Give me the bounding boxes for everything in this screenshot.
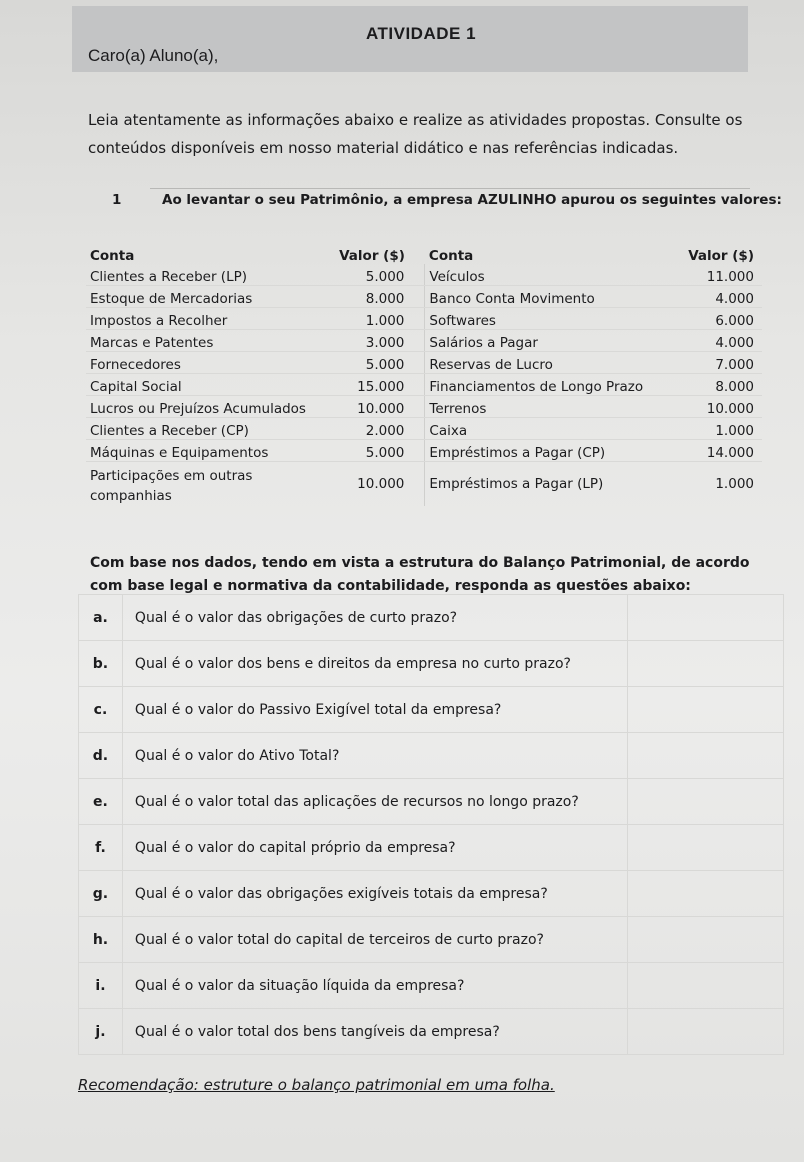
table-row [86, 462, 762, 507]
question-number: 1 [112, 192, 122, 208]
instructions: Com base nos dados, tendo em vista a estrutura do Balanço Patrimonial, de acordo com base legal e normativa da contabilidade, responda as questões abaixo: [90, 555, 750, 594]
account-value: 1.000 [675, 418, 762, 440]
account-name: Banco Conta Movimento [425, 286, 675, 308]
account-name: Financiamentos de Longo Prazo [425, 374, 675, 396]
question-row [79, 963, 784, 1009]
question-row [79, 595, 784, 641]
account-value: 2.000 [324, 418, 425, 440]
question-row [79, 871, 784, 917]
account-value: 15.000 [324, 374, 425, 396]
question-row [79, 779, 784, 825]
page-title: ATIVIDADE 1 [366, 24, 477, 43]
question-text: Qual é o valor total das aplicações de recursos no longo prazo? [122, 779, 627, 825]
question-letter: c. [79, 687, 123, 733]
account-value: 4.000 [675, 286, 762, 308]
account-value: 10.000 [324, 396, 425, 418]
intro-paragraph: Leia atentamente as informações abaixo e realize as atividades propostas. Consulte os conteúdos disponíveis em nosso material didático e nas referências indicadas. [88, 111, 743, 157]
header-value: Valor ($) [339, 248, 405, 264]
question-text: Qual é o valor das obrigações exigíveis totais da empresa? [122, 871, 627, 917]
question-row [79, 687, 784, 733]
account-name: Marcas e Patentes [86, 330, 324, 352]
answer-cell [627, 733, 783, 779]
account-name: Salários a Pagar [425, 330, 675, 352]
question-text: Qual é o valor do Passivo Exigível total da empresa? [122, 687, 627, 733]
question-letter: a. [79, 595, 123, 641]
account-value: 5.000 [324, 440, 425, 462]
table-row [86, 286, 762, 308]
account-name: Estoque de Mercadorias [86, 286, 324, 308]
account-name: Máquinas e Equipamentos [86, 440, 324, 462]
question-letter: d. [79, 733, 123, 779]
account-value: 5.000 [324, 352, 425, 374]
divider [150, 188, 750, 189]
answer-cell [627, 917, 783, 963]
account-value: 4.000 [675, 330, 762, 352]
question-text: Qual é o valor da situação líquida da empresa? [122, 963, 627, 1009]
table-row [86, 396, 762, 418]
question-text: Qual é o valor dos bens e direitos da empresa no curto prazo? [122, 641, 627, 687]
answer-cell [627, 595, 783, 641]
question-row [79, 825, 784, 871]
question-statement: Ao levantar o seu Patrimônio, a empresa AZULINHO apurou os seguintes valores: [162, 192, 782, 208]
account-name: Veículos [425, 264, 675, 286]
questions-table [78, 594, 784, 1055]
account-name: Impostos a Recolher [86, 308, 324, 330]
account-name: Fornecedores [86, 352, 324, 374]
accounts-table [86, 242, 762, 506]
account-value: 1.000 [715, 476, 754, 492]
account-value: 1.000 [324, 308, 425, 330]
account-name: Clientes a Receber (CP) [86, 418, 324, 440]
account-value: 7.000 [675, 352, 762, 374]
account-value: 3.000 [324, 330, 425, 352]
header-account: Conta [90, 248, 135, 264]
answer-cell [627, 871, 783, 917]
question-text: Qual é o valor total do capital de terceiros de curto prazo? [122, 917, 627, 963]
recommendation: Recomendação: estruture o balanço patrimonial em uma folha. [78, 1076, 555, 1094]
question-row [79, 641, 784, 687]
account-name: Caixa [425, 418, 675, 440]
account-value: 8.000 [324, 286, 425, 308]
account-name: Empréstimos a Pagar (LP) [429, 476, 604, 492]
account-value: 5.000 [324, 264, 425, 286]
question-row [79, 733, 784, 779]
account-name: Reservas de Lucro [425, 352, 675, 374]
account-value: 14.000 [675, 440, 762, 462]
account-name: Softwares [425, 308, 675, 330]
table-row [86, 440, 762, 462]
account-name: Participações em outras companhias [90, 468, 253, 504]
question-row [79, 1009, 784, 1055]
table-row [86, 308, 762, 330]
answer-cell [627, 963, 783, 1009]
account-value: 11.000 [675, 264, 762, 286]
account-value: 8.000 [675, 374, 762, 396]
table-row [86, 352, 762, 374]
question-letter: e. [79, 779, 123, 825]
account-name: Clientes a Receber (LP) [86, 264, 324, 286]
answer-cell [627, 1009, 783, 1055]
question-letter: g. [79, 871, 123, 917]
table-row [86, 264, 762, 286]
question-letter: j. [79, 1009, 123, 1055]
account-value: 6.000 [675, 308, 762, 330]
answer-cell [627, 687, 783, 733]
table-row [86, 418, 762, 440]
account-name: Empréstimos a Pagar (CP) [425, 440, 675, 462]
question-text: Qual é o valor total dos bens tangíveis da empresa? [122, 1009, 627, 1055]
question-row [79, 917, 784, 963]
question-text: Qual é o valor das obrigações de curto prazo? [122, 595, 627, 641]
account-value: 10.000 [675, 396, 762, 418]
header-account-2: Conta [428, 248, 474, 264]
question-letter: f. [79, 825, 123, 871]
answer-cell [627, 825, 783, 871]
greeting: Caro(a) Aluno(a), [88, 46, 219, 65]
answer-cell [627, 641, 783, 687]
question-1 [112, 192, 782, 208]
question-letter: b. [79, 641, 123, 687]
question-letter: h. [79, 917, 123, 963]
account-name: Terrenos [425, 396, 675, 418]
header-value-2: Valor ($) [688, 248, 754, 264]
account-value: 10.000 [324, 462, 425, 507]
question-text: Qual é o valor do Ativo Total? [122, 733, 627, 779]
table-row [86, 374, 762, 396]
table-row [86, 330, 762, 352]
question-letter: i. [79, 963, 123, 1009]
answer-cell [627, 779, 783, 825]
question-text: Qual é o valor do capital próprio da empresa? [122, 825, 627, 871]
account-name: Capital Social [86, 374, 324, 396]
account-name: Lucros ou Prejuízos Acumulados [86, 396, 324, 418]
table-header-row [86, 242, 762, 264]
